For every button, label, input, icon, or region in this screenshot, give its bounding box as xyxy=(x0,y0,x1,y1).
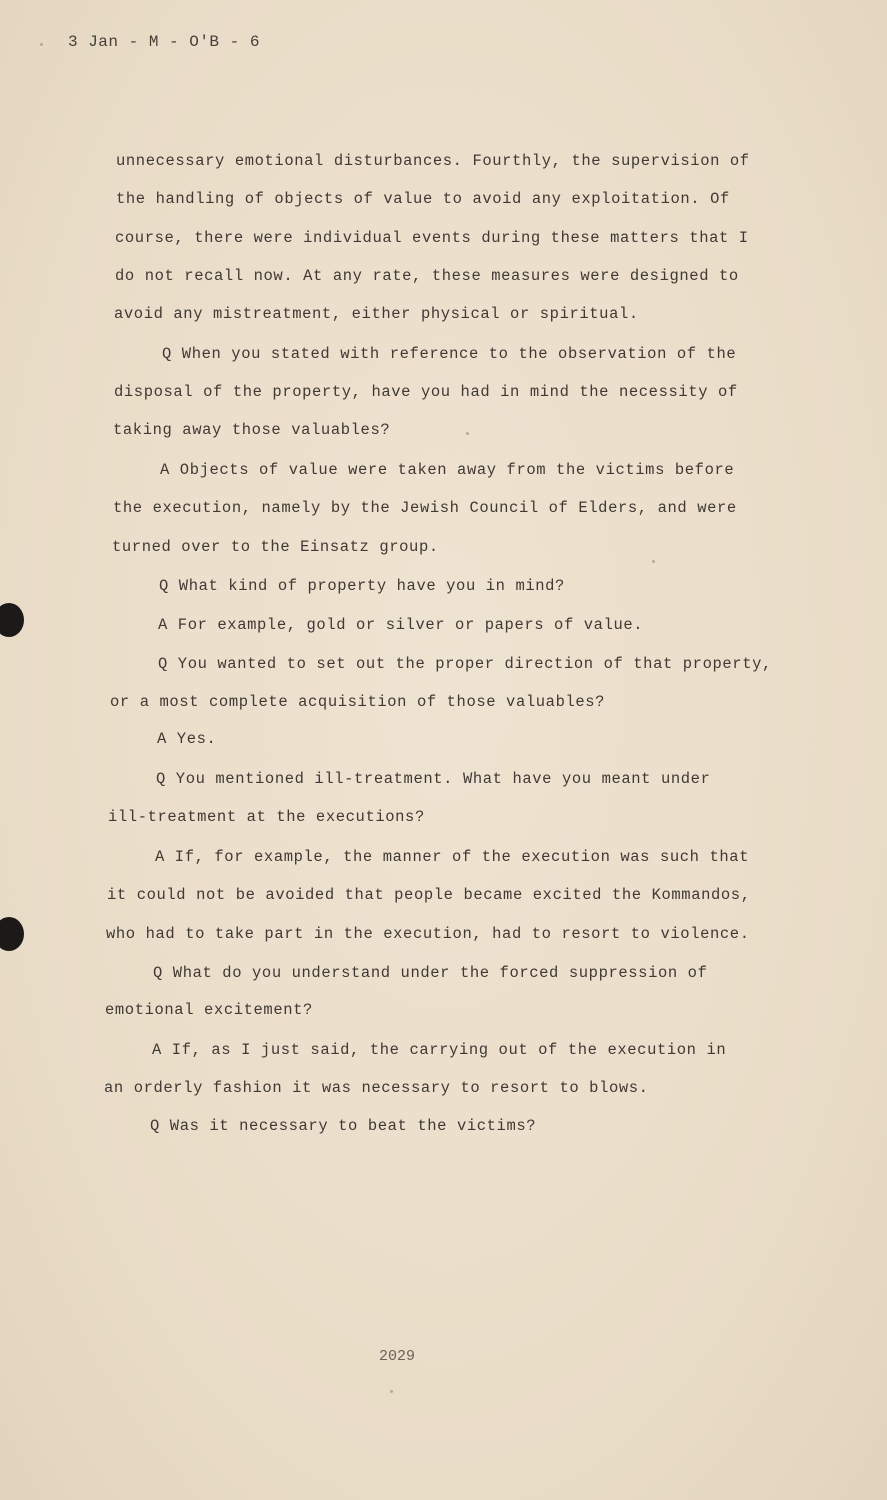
question-line: Q You wanted to set out the proper direction of that property, xyxy=(158,655,772,673)
answer-line: A If, as I just said, the carrying out of the execution in xyxy=(152,1041,727,1059)
question-line: Q Was it necessary to beat the victims? xyxy=(150,1117,537,1135)
question-line: Q You mentioned ill-treatment. What have you meant under xyxy=(156,770,711,788)
text-line: the handling of objects of value to avoid any exploitation. Of xyxy=(116,190,730,208)
paper-speck xyxy=(390,1390,393,1393)
text-line: do not recall now. At any rate, these measures were designed to xyxy=(115,267,739,285)
text-line: the execution, namely by the Jewish Council of Elders, and were xyxy=(113,499,737,517)
text-line: avoid any mistreatment, either physical or spiritual. xyxy=(114,305,639,323)
answer-line: A For example, gold or silver or papers of value. xyxy=(158,616,644,634)
answer-line: A Yes. xyxy=(157,730,217,748)
text-line: an orderly fashion it was necessary to resort to blows. xyxy=(104,1079,649,1097)
text-line: taking away those valuables? xyxy=(113,421,391,439)
text-line: who had to take part in the execution, had to resort to violence. xyxy=(106,925,750,943)
text-line: or a most complete acquisition of those valuables? xyxy=(110,693,606,711)
text-line: course, there were individual events during these matters that I xyxy=(115,229,749,247)
question-line: Q When you stated with reference to the observation of the xyxy=(162,345,737,363)
answer-line: A Objects of value were taken away from the victims before xyxy=(160,461,735,479)
text-line: disposal of the property, have you had in mind the necessity of xyxy=(114,383,738,401)
question-line: Q What kind of property have you in mind? xyxy=(159,577,565,595)
page-header: 3 Jan - M - O'B - 6 xyxy=(68,33,260,51)
text-line: it could not be avoided that people became excited the Kommandos, xyxy=(107,886,751,904)
text-line: turned over to the Einsatz group. xyxy=(112,538,439,556)
page-number: 2029 xyxy=(379,1348,416,1365)
text-line: emotional excitement? xyxy=(105,1001,313,1019)
text-line: unnecessary emotional disturbances. Fourthly, the supervision of xyxy=(116,152,750,170)
text-line: ill-treatment at the executions? xyxy=(108,808,425,826)
answer-line: A If, for example, the manner of the execution was such that xyxy=(155,848,750,866)
question-line: Q What do you understand under the forced suppression of xyxy=(153,964,708,982)
